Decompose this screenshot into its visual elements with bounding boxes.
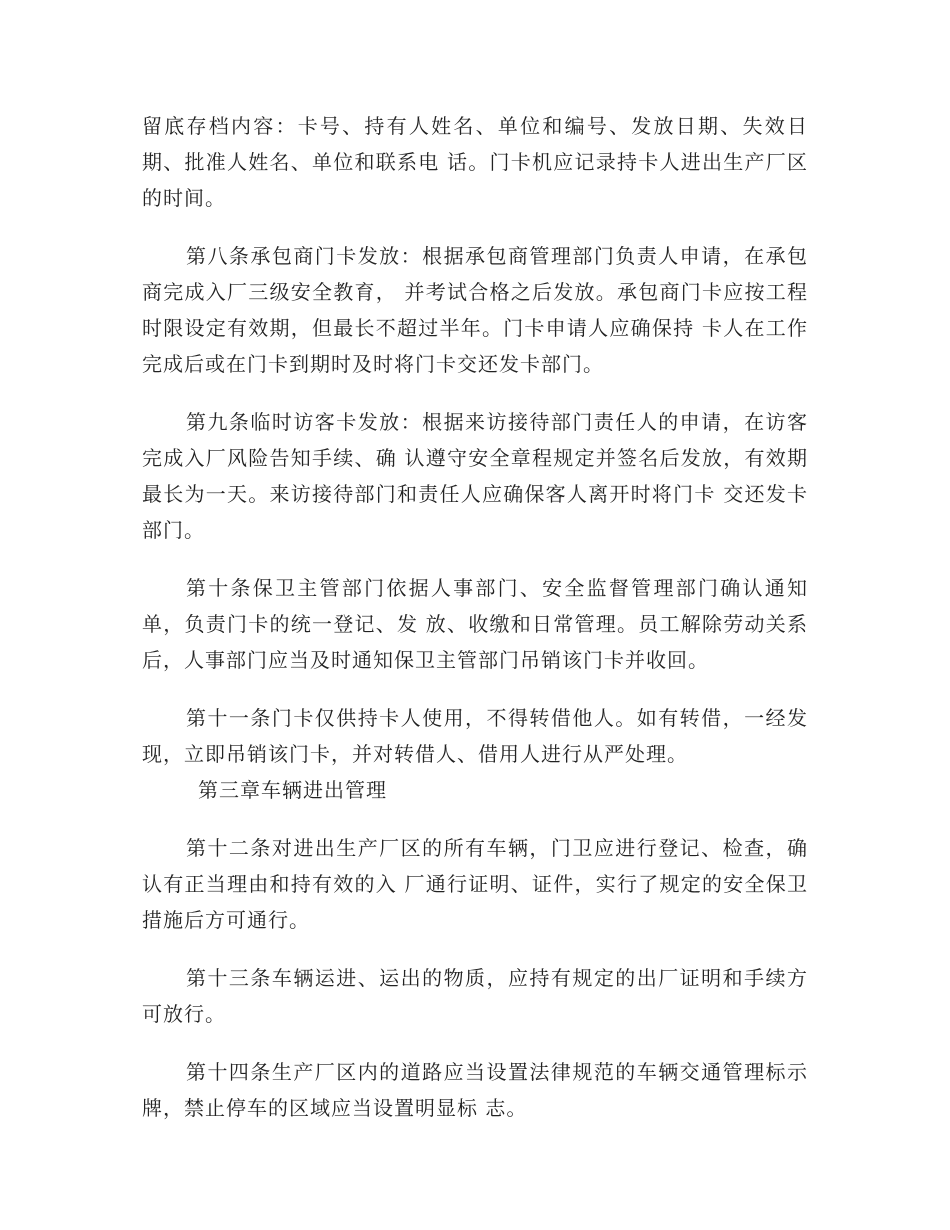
document-page: [142, 108, 808, 1126]
paragraph-article-9: 第九条临时访客卡发放：根据来访接待部门责任人的申请，在访客完成入厂风险告知手续、确 认遵守安全章程规定并签名后发放，有效期最长为一天。来访接待部门和责任人应确保客人离开时将门卡 交还发卡部门。: [142, 410, 808, 542]
paragraph-article-12: 第十二条对进出生产厂区的所有车辆，门卫应进行登记、检查，确认有正当理由和持有效的入 厂通行证明、证件，实行了规定的安全保卫措施后方可通行。: [142, 836, 808, 932]
paragraph-article-14: 第十四条生产厂区内的道路应当设置法律规范的车辆交通管理标示牌，禁止停车的区域应当设置明显标 志。: [142, 1060, 808, 1120]
paragraph-article-13: 第十三条车辆运进、运出的物质，应持有规定的出厂证明和手续方可放行。: [142, 966, 808, 1026]
paragraph-article-10: 第十条保卫主管部门依据人事部门、安全监督管理部门确认通知单，负责门卡的统一登记、发 放、收缴和日常管理。员工解除劳动关系后，人事部门应当及时通知保卫主管部门吊销该门卡并收回。: [142, 576, 808, 672]
chapter-heading: 第三章车辆进出管理: [198, 778, 387, 802]
paragraph-article-8: 第八条承包商门卡发放：根据承包商管理部门负责人申请，在承包商完成入厂三级安全教育， 并考试合格之后发放。承包商门卡应按工程时限设定有效期，但最长不超过半年。门卡申请人应确保持 卡人在工作完成后或在门卡到期时及时将门卡交还发卡部门。: [142, 244, 808, 376]
paragraph-article-11: 第十一条门卡仅供持卡人使用，不得转借他人。如有转借，一经发现，立即吊销该门卡，并对转借人、借用人进行从严处理。: [142, 706, 808, 766]
paragraph-archive-content: 留底存档内容：卡号、持有人姓名、单位和编号、发放日期、失效日期、批准人姓名、单位和联系电 话。门卡机应记录持卡人进出生产厂区的时间。: [142, 114, 808, 210]
